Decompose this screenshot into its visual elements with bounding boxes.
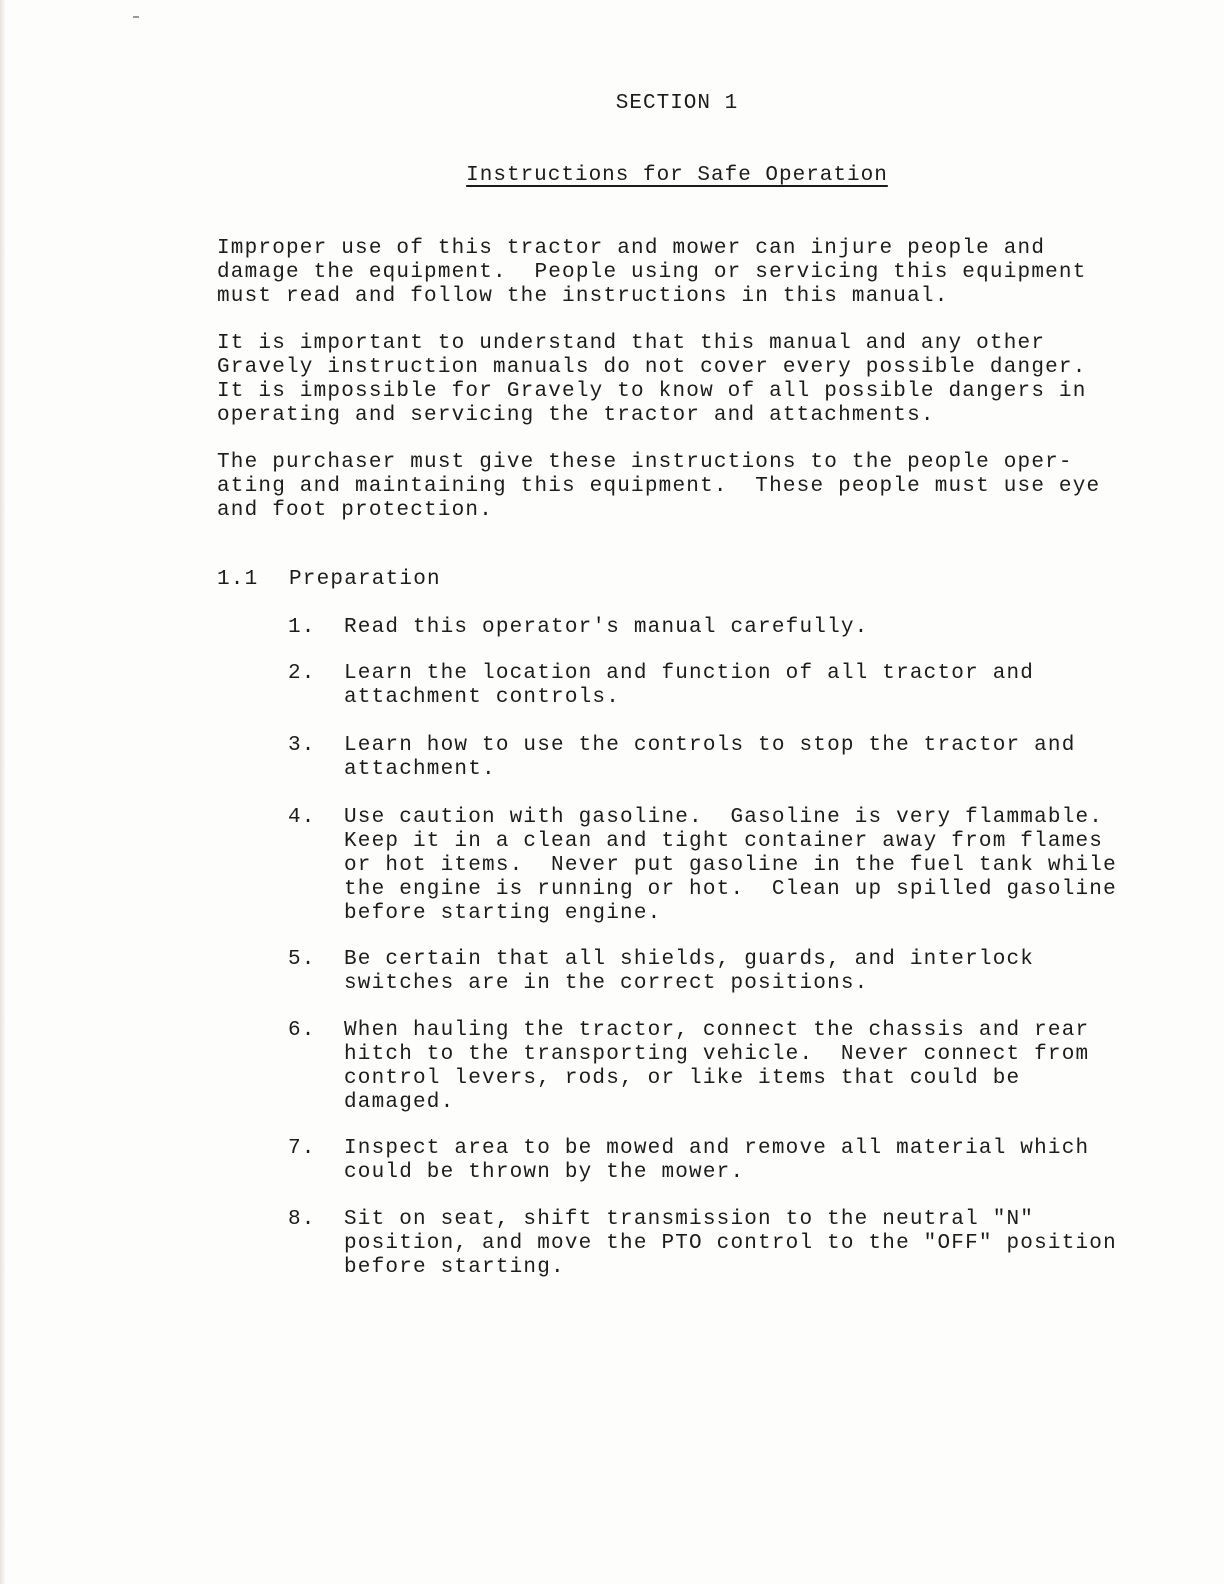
list-item-number: 6. — [288, 1019, 316, 1042]
intro-paragraph-1: Improper use of this tractor and mower can injure people and damage the equipment. People using or servicing this equipment must read and follow the instructions in this manual. — [217, 237, 1087, 308]
list-item-number: 2. — [288, 662, 316, 685]
list-item-number: 1. — [288, 616, 316, 639]
list-item-text: Learn the location and function of all tractor and attachment controls. — [344, 662, 1035, 709]
list-item-number: 7. — [288, 1137, 316, 1160]
subsection-heading — [217, 568, 441, 591]
subsection-number: 1.1 — [217, 568, 259, 591]
document-title-text: Instructions for Safe Operation — [466, 164, 888, 187]
page-edge-shadow — [0, 0, 6, 1584]
section-heading: SECTION 1 — [615, 92, 739, 115]
list-item-number: 4. — [288, 806, 316, 829]
list-item-number: 5. — [288, 948, 316, 971]
subsection-title: Preparation — [289, 568, 441, 591]
list-item-text: Inspect area to be mowed and remove all material which could be thrown by the mower. — [344, 1137, 1090, 1184]
intro-paragraph-2: It is important to understand that this manual and any other Gravely instruction manuals do not cover every possible danger. It is impossible for Gravely to know of all possible dangers in operating and servicing the tractor and attachments. — [217, 332, 1087, 427]
list-item-number: 3. — [288, 734, 316, 757]
list-item-text: When hauling the tractor, connect the chassis and rear hitch to the transporting vehicle. Never connect from control levers, rods, or like items that could be damaged. — [344, 1019, 1090, 1114]
list-item-text: Be certain that all shields, guards, and interlock switches are in the correct positions. — [344, 948, 1035, 995]
list-item-text: Read this operator's manual carefully. — [344, 616, 869, 639]
list-item-text: Use caution with gasoline. Gasoline is very flammable. Keep it in a clean and tight container away from flames or hot items. Never put gasoline in the fuel tank while the engine is running or hot. Clean up spilled gasoline before starting engine. — [344, 806, 1117, 925]
document-title — [0, 164, 1224, 187]
intro-paragraph-3: The purchaser must give these instructions to the people oper- ating and maintaining this equipment. These people must use eye and foot protection. — [217, 451, 1101, 522]
scan-mark — [133, 16, 139, 18]
list-item-number: 8. — [288, 1208, 316, 1231]
list-item-text: Learn how to use the controls to stop the tractor and attachment. — [344, 734, 1076, 781]
list-item-text: Sit on seat, shift transmission to the neutral "N" position, and move the PTO control to the "OFF" position before starting. — [344, 1208, 1117, 1279]
